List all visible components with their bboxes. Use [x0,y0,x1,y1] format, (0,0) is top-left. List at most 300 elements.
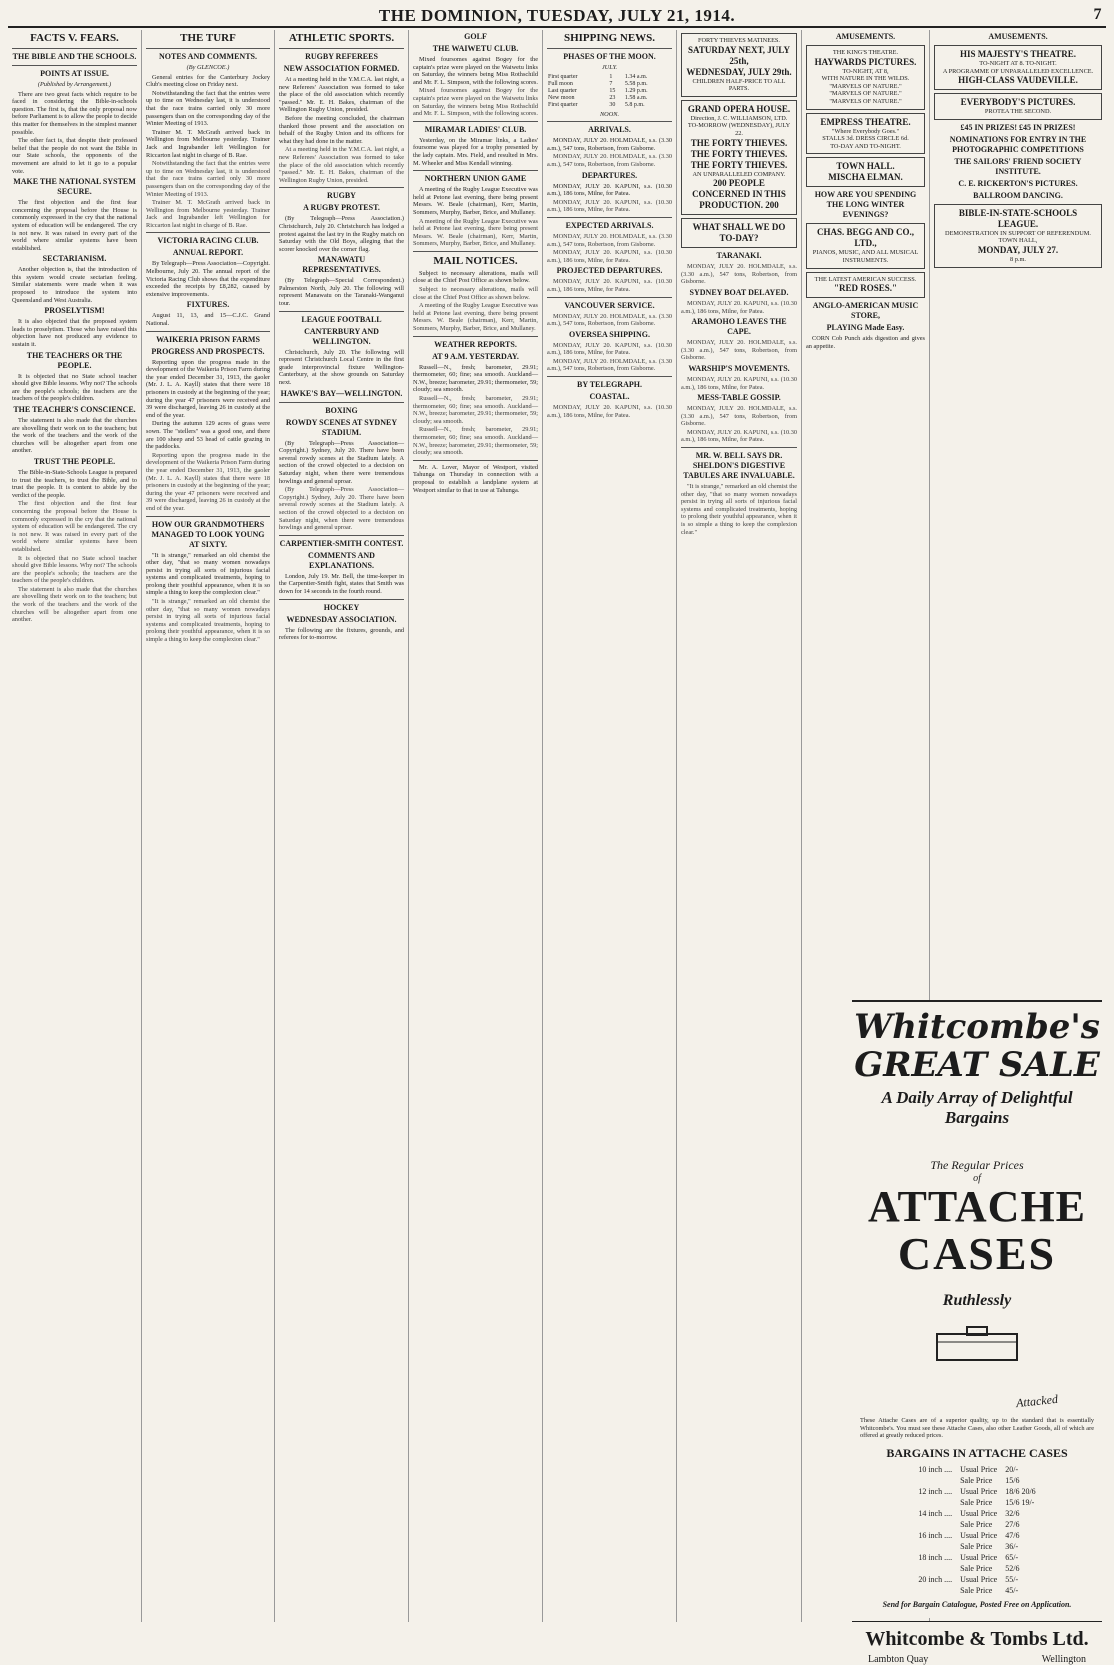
paragraph: MONDAY, JULY 20. HOLMDALE, s.s. (3.30 a.m.), 547 tons, Robertson, from Gisborne. [681,405,797,428]
paragraph: CORN Cob Punch aids digestion and gives an appetite. [806,335,925,350]
ad-footnote: Send for Bargain Catalogue, Posted Free on Application. [882,1599,1072,1609]
table-row [914,1486,1039,1497]
paragraph: Yesterday, on the Miramar links, a Ladies' foursome was played for a trophy presented by the lady captain. Mrs. Field, and resulted in Mrs. M. Wheeler and Miss Kendall winning. [413,136,538,167]
attache-case-icon [932,1324,1022,1364]
table-row [914,1563,1039,1574]
what-shall-we-do-ad [681,218,797,248]
ad-text: TO-MORROW (WEDNESDAY), JULY 22. [687,122,791,137]
section-head: THE TEACHERS OR THE PEOPLE. [26,350,123,370]
table-cell: Usual Price [960,1574,998,1584]
section-head: BOXING [325,405,358,415]
ad-text: "MARVELS OF NATURE." [829,97,902,105]
ad-text: Ruthlessly [942,1292,1012,1309]
ad-title: GRAND OPERA HOUSE. [687,103,791,114]
divider [547,48,672,49]
paragraph: By Telegraph—Press Association—Copyright. Melbourne, July 20. The annual report of the Victoria Racing Club shows that the expenditure exceeded the receipts by £8,282, caused by extensive improvements. [146,260,270,298]
table-cell: 1.34 a.m. [624,73,648,80]
paragraph: The first objection and the first fear concerning the proposal before the House is commonly expressed in the cry that the national system of education will be endangered. The cry is not new. It was raised in every part of the world where similar systems have been established. [12,199,137,252]
ad-description: These Attache Cases are of a superior quality, up to the standard that is essentially Whitcombe's. You must see these Attache Cases, also other Leather Goods, all of which are offered at greatly reduced prices. [860,1417,1094,1440]
table-cell: 1.29 p.m. [624,88,648,94]
paragraph: (By Telegraph—Press Association—Copyright.) Sydney, July 20. There have been several rowdy scenes at the Stadium lately. A section of the crowd objected to a decision on Saturday night, when there were tremendous howlings and general uproar. [279,439,404,485]
table-cell: 1.58 a.m. [624,95,648,102]
table-cell: 15/6 19/- [1005,1497,1035,1507]
month-label: JULY. [601,64,618,71]
section-head: ARRIVALS. [588,125,631,135]
ad-text: The Regular Prices [930,1158,1024,1172]
table-cell [914,1475,956,1486]
section-head: VICTORIA RACING CLUB. [157,236,259,246]
section-head: ARAMOHO LEAVES THE CAPE. [691,317,787,337]
ad-text: TO-NIGHT AT 8. TO-NIGHT. [979,60,1057,67]
table-cell: Sale Price [960,1563,993,1573]
table-cell: 16 inch .... [918,1530,953,1540]
table-cell: 18 inch .... [918,1552,953,1562]
ad-headline: ATTACHE [867,1182,1087,1231]
section-head: £45 IN PRIZES! £45 IN PRIZES! [960,122,1076,132]
ad-heading: FORTY THIEVES MATINEES. [697,37,780,44]
section-head: THE TEACHER'S CONSCIENCE. [13,405,136,414]
paragraph: MONDAY, JULY 20. KAPUNI, s.s. (10.30 a.m.), 186 tons, Milne, for Patea. [547,198,672,214]
paragraph: Mr. A. Lover, Mayor of Westport, visited Tahunga on Thursday in connection with a proposal to establish a landplane system at Westport similar to that in use at Tahunga. [413,463,538,494]
paragraph: Subject to necessary alterations, mails will close at the Chief Post Office as shown below. [413,286,538,301]
section-head: MR. W. BELL SAYS DR. SHELDON'S DIGESTIVE TABULES ARE INVALUABLE. [683,451,795,481]
paragraph: (By Telegraph—Press Association—Copyright.) Sydney, July 20. There have been several rowdy scenes at the Stadium lately. A section of the crowd objected to a decision on Saturday night, when there were tremendous howlings and general uproar. [279,486,404,532]
paragraph: (By Telegraph—Special Correspondent.) Palmerston North, July 20. The following will represent Manawatu on the Taranaki-Wanganui tour. [279,277,404,308]
column-amusements-1 [677,30,802,1622]
table-cell: Usual Price [960,1552,998,1562]
forty-thieves-matinee-ad [681,33,797,97]
ad-show: THE FORTY THIEVES. [690,159,788,170]
paragraph: MONDAY, JULY 20. KAPUNI, s.s. (10.30 a.m.), 186 tons, Milne, for Patea. [681,375,797,391]
section-head: AMUSEMENTS. [988,32,1048,41]
section-head: BALLROOM DANCING. [973,190,1063,200]
section-head: CARPENTIER-SMITH CONTEST. [279,538,404,548]
ad-text: CHILDREN HALF-PRICE TO ALL PARTS. [692,77,786,93]
table-cell: 15/6 [1005,1475,1020,1485]
ad-date: MONDAY, JULY 27. [977,244,1059,255]
paragraph: Reporting upon the progress made in the development of the Waikeria Prison Farm during the year ended December 31, 1913, the gaoler (Mr. J. L. A. Kayll) states that there were 18 prisoners in custody at the beginning of the year; during the year 47 prisoners were received and 39 were discharged, leaving 26 in custody at the end of the year. [146,451,270,512]
headline: FACTS V. FEARS. [30,32,119,44]
paragraph: MONDAY, JULY 20. KAPUNI, s.s. (10.30 a.m.), 186 tons, Milne, for Patea. [547,278,672,293]
table-cell: Sale Price [960,1585,993,1595]
ad-text: WITH NATURE IN THE WILDS. [821,75,910,83]
paragraph: Reporting upon the progress made in the development of the Waikeria Prison Farm during the year ended December 31, 1913, the gaoler (Mr. J. L. A. Kayll) states that there were 18 prisoners in custody at the beginning of the year; during the year 47 prisoners were received and 39 were discharged, leaving 26 in custody at the end of the year. [146,358,270,419]
table-cell: Usual Price [960,1508,998,1518]
paragraph: The first objection and the first fear concerning the proposal before the House is commonly expressed in the cry that the national system of education will be endangered. The cry is not new. It was raised in every part of the world where similar systems have been established. [12,500,137,553]
ad-date: SATURDAY NEXT, JULY 25th, [688,44,790,66]
table-cell: Usual Price [960,1530,998,1540]
paragraph: Notwithstanding the fact that the entries were up to time on Wednesday last, it is understood that the race trains carried only 30 more passengers than on the corresponding day of the Winter Meeting of 1913. [146,89,270,128]
table-cell [914,1563,956,1574]
table-row [914,1497,1039,1508]
ad-text: DEMONSTRATION IN SUPPORT OF REFERENDUM. [945,229,1091,237]
paragraph: Before the meeting concluded, the chairman thanked those present and the association on behalf of the Rugby Union and its officers for what they had done in the matter. [279,114,404,145]
table-cell: 23 [609,95,616,102]
table-cell: Usual Price [960,1486,998,1496]
section-head: TARANAKI. [716,251,762,261]
divider [279,535,404,536]
paragraph: The statement is also made that the churches are shovelling their work on to the teachers; but the work of the teachers and the work of the churches will be altogether apart from one another. [12,417,137,455]
paragraph: MONDAY, JULY 20. HOLMDALE, s.s. (3.30 a.m.), 547 tons, Robertson, from Gisborne. [547,137,672,152]
divider [146,331,270,332]
table-cell: Sale Price [960,1475,993,1485]
section-head: PROGRESS AND PROSPECTS. [151,346,265,356]
divider [547,217,672,218]
section-head: HAWKE'S BAY—WELLINGTON. [280,388,403,398]
paragraph: "It is strange," remarked an old chemist the other day, "that so many women nowadays persist in trying all sorts of injurious facial systems and complicated treatments, hoping to prolong their youthful appearance, when it is so simple a thing to keep the complexion clear." [146,598,270,644]
paragraph: Russell—N., fresh; barometer, 29.91; thermometer, 60; fine; sea smooth. Auckland—N.W., breeze; barometer, 29.91; thermometer, 59; cloudy; sea smooth. [413,395,538,425]
section-head: DEPARTURES. [581,170,638,180]
paragraph: A meeting of the Rugby League Executive was held at Petone last evening, there being present Messrs. W. Beale (chairman), Kerr, Martin, Sommers, Murphy, Barber, Brice, and Mullaney. [413,186,538,216]
divider [413,170,538,171]
section-head: HOCKEY [323,602,360,612]
section-head: C. E. RICKERTON'S PICTURES. [958,178,1078,188]
paragraph: The statement is also made that the churches are shovelling their work on to the teachers; but the work of the teachers and the work of the churches will be altogether apart from one another. [12,585,137,624]
paragraph: Trainer M. T. McGrath arrived back in Wellington from Melbourne yesterday. Trainer Jack and Ingrabander left Wellington for Riccarton last night in charge of B. Rae. [146,128,270,159]
section-head: WEATHER REPORTS. [434,339,517,349]
section-head: TRUST THE PEOPLE. [33,456,116,466]
ad-text: Direction, J. C. WILLIAMSON, LTD. [690,114,788,122]
ad-text: AN UNPARALLELED COMPANY. [692,170,786,178]
section-head: AT 9 A.M. YESTERDAY. [432,351,519,361]
headline: ATHLETIC SPORTS. [288,32,395,44]
ad-text: A PROGRAMME OF UNPARALLELED EXCELLENCE. [942,67,1094,75]
table-cell: 12 inch .... [918,1486,953,1496]
paragraph: MONDAY, JULY 20. HOLMDALE, s.s. (3.30 a.m.), 547 tons, Robertson, from Gisborne. [681,263,797,286]
his-majestys-theatre-ad [934,45,1102,90]
ad-title: CHAS. BEGG AND CO., LTD., [816,227,914,249]
table-cell: 52/6 [1005,1563,1020,1573]
table-cell: Usual Price [960,1464,998,1474]
page-number: 7 [1093,6,1102,23]
table-cell: Last quarter [548,88,577,94]
table-cell: 1 [609,73,613,80]
paragraph: A meeting of the Rugby League Executive was held at Petone last evening, there being present Messrs. W. Beale (chairman), Kerr, Martin, Sommers, Murphy, Barber, Brice, and Mullaney. [413,302,538,333]
table-row [914,1530,1039,1541]
section-head: WAIKERIA PRISON FARMS [156,334,260,344]
paragraph: (By Telegraph—Press Association.) Christchurch, July 20. Christchurch has lodged a protest against the last try in the Rugby match on Saturday with the Old Boys, alleging that the scorer knocked over the corner flag. [279,215,404,253]
section-head: LEAGUE FOOTBALL [301,314,382,324]
table-row [914,1508,1039,1519]
headline: GOLF [464,32,487,41]
paragraph: August 11, 13, and 15—C.J.C. Grand National. [146,312,270,328]
divider [681,447,797,448]
divider [547,376,672,377]
paragraph: MONDAY, JULY 20. HOLMDALE, s.s. (3.30 a.m.), 547 tons, Robertson, from Gisborne. [547,357,672,373]
table-cell: 18/6 20/6 [1005,1486,1036,1496]
divider [279,311,404,312]
paragraph: MONDAY, JULY 20. KAPUNI, s.s. (10.30 a.m.), 186 tons, Milne, for Patea. [681,299,797,315]
section-head: PLAYING Made Easy. [826,323,905,333]
paragraph: There are two great facts which require to be faced in considering the Bible-in-schools question. The first is, that the only proposal now before Parliament is to allow the people to decide this matter for themselves in the simplest manner possible. [12,90,137,136]
paragraph: Trainer M. T. McGrath arrived back in Wellington from Melbourne yesterday. Trainer Jack and Ingrabander left Wellington for Riccarton last night in charge of B. Rae. [146,199,270,229]
table-row [547,88,672,95]
table-row [547,102,672,109]
section-head: PROSELYTISM! [44,306,105,316]
column-turf [142,30,275,1622]
table-row [914,1464,1039,1475]
paragraph: MONDAY, JULY 20. KAPUNI, s.s. (10.30 a.m.), 186 tons, Milne, for Patea. [681,428,797,444]
table-cell: 27/6 [1005,1519,1020,1529]
table-row [914,1475,1039,1486]
section-head: MANAWATU REPRESENTATIVES. [302,255,381,275]
table-row [914,1585,1039,1596]
ad-title: EVERYBODY'S PICTURES. [960,97,1076,108]
subheadline: POINTS AT ISSUE. [40,69,109,78]
paragraph: MONDAY, JULY 20. HOLMDALE, s.s. (3.30 a.m.), 547 tons, Robertson, from Gisborne. [547,232,672,248]
ad-text: "MARVELS OF NATURE." [829,90,902,98]
section-head: BY TELEGRAPH. [577,380,642,390]
whitcombes-sale-ad [852,1000,1102,1665]
table-cell: Full moon [548,80,573,87]
ad-text: Attacked [1015,1391,1059,1411]
divider [146,232,270,233]
section-head: EXPECTED ARRIVALS. [565,220,654,230]
ad-text: HIGH-CLASS VAUDEVILLE. [958,75,1078,86]
ad-title: EMPRESS THEATRE. [820,116,911,127]
ad-text: MISCHA ELMAN. [828,172,903,183]
table-cell: 14 inch .... [918,1508,953,1518]
divider [413,336,538,337]
byline: (Published by Arrangement.) [37,81,112,88]
table-cell: 55/- [1005,1574,1019,1584]
table-cell: 5.58 p.m. [624,80,648,87]
paragraph: At a meeting held in the Y.M.C.A. last night, a new Referees' Association was formed to take the place of the old association which recently "passed." Mr. E. H. Bakes, chairman of the Wellington Rugby Union, presided. [279,76,404,114]
ad-title: HAYWARDS PICTURES. [814,56,917,67]
noon-label: NOON. [599,110,620,118]
section-head: MAIL NOTICES. [433,254,518,267]
paragraph: It is objected that no State school teacher should give Bible lessons. Why not? The schools are the people's schools; the teachers are the teachers of the people's children. [12,554,137,585]
table-cell: 36/- [1005,1541,1019,1551]
table-cell: Sale Price [960,1497,993,1507]
paragraph: Subject to necessary alterations, mails will close at the Chief Post Office as shown below. [413,269,538,285]
section-head: NOMINATIONS FOR ENTRY IN THE PHOTOGRAPHIC COMPETITIONS [949,134,1087,154]
divider [279,402,404,403]
section-head: VANCOUVER SERVICE. [564,300,655,310]
section-head: PHASES OF THE MOON. [563,52,656,61]
section-head: HOW ARE YOU SPENDING THE LONG WINTER EVENINGS? [814,190,917,220]
table-cell: 65/- [1005,1552,1019,1562]
ad-text: "Where Everybody Goes." [831,127,900,135]
paragraph: Russell—N., fresh; barometer, 29.91; thermometer, 60; fine; sea smooth. Auckland—N.W., breeze; barometer, 29.91; thermometer, 59; cloudy; sea smooth. [413,426,538,457]
ad-title: BIBLE-IN-STATE-SCHOOLS LEAGUE. [958,207,1078,229]
section-head: FIXTURES. [186,300,230,310]
table-cell: 47/6 [1005,1530,1020,1540]
headline: SHIPPING NEWS. [563,32,656,44]
moon-phases-table [547,74,672,110]
paragraph: Mixed foursomes against Bogey for the captain's prize were played on the Waiwetu links on Saturday, the winners being Miss Rothschild and Mr. F. L. Simpson, with the following scores. [413,56,538,86]
ad-text: THE LATEST AMERICAN SUCCESS. [814,275,917,283]
ad-text: of [973,1173,981,1184]
ad-brand: Whitcombe's GREAT SALE [854,1007,1100,1085]
table-cell: First quarter [548,102,578,109]
section-head: OVERSEA SHIPPING. [569,329,650,339]
section-head: AMUSEMENTS. [835,32,896,41]
ad-text: THE KING'S THEATRE. [832,49,899,56]
table-cell: Sale Price [960,1519,993,1529]
paragraph: MONDAY, JULY 20. KAPUNI, s.s. (10.30 a.m.), 186 tons, Milne, for Patea. [547,182,672,198]
paragraph: It is also objected that the proposed system leads to proselytism. Those who have raised this objection have not produced any evidence to sustain it. [12,318,137,349]
subheadline: NEW ASSOCIATION FORMED. [283,64,400,73]
ad-title: TOWN HALL. [836,161,895,172]
section-head: ANGLO-AMERICAN MUSIC STORE, [812,301,919,321]
price-table [914,1464,1039,1596]
paragraph: Another objection is, that the introduction of this system would create sectarian feeling. Similar statements were made when it was proposed to introduce the system into Queensland and West Australia. [12,266,137,304]
ad-show: THE FORTY THIEVES. [690,137,788,148]
divider [413,460,538,461]
paragraph: MONDAY, JULY 20. KAPUNI, s.s. (10.30 a.m.), 186 tons, Milne, for Patea. [547,404,672,419]
paragraph: MONDAY, JULY 20. HOLMDALE, s.s. (3.30 a.m.), 547 tons, Robertson, from Gisborne. [547,153,672,168]
table-cell: Sale Price [960,1541,993,1551]
paragraph: A meeting of the Rugby League Executive was held at Petone last evening, there being present Messrs. W. Beale (chairman), Kerr, Martin, Sommers, Murphy, Barber, Brice, and Mullaney. [413,217,538,248]
paragraph: "It is strange," remarked an old chemist the other day, "that so many women nowadays persist in trying all sorts of injurious facial systems and complicated treatments, hoping to prolong their youthful appearance, when it is so simple a thing to keep the complexion clear." [146,551,270,597]
divider [12,48,137,49]
paragraph: During the autumn 129 acres of grass were sown. The "stellers" was a good one, and there are 100 sheep and 53 head of cattle grazing in the paddocks. [146,420,270,451]
section-head: ANNUAL REPORT. [172,248,244,258]
ad-headline: CASES [897,1228,1057,1279]
table-cell: 10 inch .... [918,1464,953,1474]
divider [547,297,672,298]
everybodys-pictures-ad [934,93,1102,120]
ad-text: 8 p.m. [1010,255,1026,263]
paragraph: At a meeting held in the Y.M.C.A. last night, a new Referees' Association was formed to take the place of the old association which recently "passed." Mr. E. H. Bakes, chairman of the Wellington Rugby Union, presided. [279,146,404,184]
table-cell: 15 [609,88,616,94]
bible-league-ad [934,204,1102,268]
address-city: Wellington [1041,1653,1086,1665]
subheadline: THE BIBLE AND THE SCHOOLS. [12,52,137,61]
table-cell: New moon [548,95,575,102]
chas-begg-ad [806,223,925,268]
section-head: MIRAMAR LADIES' CLUB. [424,124,527,134]
table-cell [914,1497,956,1508]
ad-title: HIS MAJESTY'S THEATRE. [960,49,1076,59]
section-head: COASTAL. [589,392,630,402]
subheadline: NOTES AND COMMENTS. [158,52,257,61]
ad-subheading: BARGAINS IN ATTACHE CASES [886,1445,1068,1460]
section-head: MESS-TABLE GOSSIP. [697,393,781,403]
ad-text: TO-NIGHT, AT 8, [842,67,889,75]
divider [146,516,270,517]
ad-tagline: A Daily Array of Delightful Bargains [881,1088,1073,1127]
paragraph: The other fact is, that despite their professed belief that the people do not want the Bible in our State schools, the opponents of the movement are afraid to let it go to a popular vote. [12,137,137,175]
table-cell: 20 inch .... [918,1574,953,1584]
paragraph: MONDAY, JULY 20. HOLMDALE, s.s. (3.30 a.m.), 547 tons, Robertson, from Gisborne. [681,339,797,362]
divider [413,121,538,122]
section-head: HOW OUR GRANDMOTHERS MANAGED TO LOOK YOUNG AT SIXTY. [151,519,265,549]
ad-date: WEDNESDAY, JULY 29th. [686,66,792,77]
section-head: SECTARIANISM. [42,254,107,264]
table-cell: 30 [609,102,616,109]
divider [12,65,137,66]
paragraph: Russell—N., fresh; barometer, 29.91; thermometer, 60; fine; sea smooth. Auckland—N.W., breeze; barometer, 29.91; thermometer, 59; cloudy; sea smooth. [413,363,538,394]
column-shipping [543,30,677,1622]
column-athletic-sports [275,30,409,1622]
section-head: NORTHERN UNION GAME [424,174,527,184]
divider [413,251,538,252]
firm-name: Whitcombe & Tombs Ltd. [852,1621,1102,1651]
column-facts-v-fears [8,30,142,1622]
divider [146,48,270,49]
table-row [547,95,672,102]
table-cell: 32/6 [1005,1508,1020,1518]
divider [279,599,404,600]
town-hall-ad [806,157,925,187]
paragraph: General entries for the Canterbury Jockey Club's meeting close on Friday next. [146,73,270,89]
haywards-pictures-ad [806,45,925,110]
address-street: Lambton Quay [868,1653,929,1665]
table-row [547,74,672,81]
section-head: RUGBY [327,191,356,201]
red-roses-ad [806,272,925,299]
section-head: COMMENTS AND EXPLANATIONS. [308,550,375,570]
ad-text: PROTEA THE SECOND. [984,108,1052,116]
section-head: SYDNEY BOAT DELAYED. [689,287,789,297]
divider [279,187,404,188]
ad-title: "RED ROSES." [833,283,897,294]
paragraph: MONDAY, JULY 20. KAPUNI, s.s. (10.30 a.m.), 186 tons, Milne, for Patea. [547,341,672,357]
section-head: MAKE THE NATIONAL SYSTEM SECURE. [13,177,136,197]
ad-title: WHAT SHALL WE DO TO-DAY? [692,222,786,244]
table-cell: 45/- [1005,1585,1019,1595]
divider [547,121,672,122]
ad-text: 200 PEOPLE CONCERNED IN THIS PRODUCTION. 200 [692,178,786,211]
masthead [8,6,1106,28]
ad-text: PIANOS, MUSIC, AND ALL MUSICAL INSTRUMENTS. [812,249,919,264]
paragraph: Mixed foursomes against Bogey for the captain's prize were played on the Waiwetu links on Saturday, the winners being Miss Rothschild and Mr. F. L. Simpson, with the following scores. [413,87,538,118]
paragraph: The Bible-in-State-Schools League is prepared to trust the teachers, to trust the Bible, and to trust the people. It is content to abide by the verdict of the people. [12,468,137,499]
section-head: CANTERBURY AND WELLINGTON. [304,326,379,346]
table-row [914,1574,1039,1585]
table-cell [914,1541,956,1552]
table-row [547,81,672,88]
paragraph: The following are the fixtures, grounds, and referees for to-morrow. [279,626,404,642]
section-head: WEDNESDAY ASSOCIATION. [286,614,397,624]
paragraph: Notwithstanding the fact that the entries were up to time on Wednesday last, it is understood that the race trains carried only 30 more passengers than on the corresponding day of the Winter Meeting of 1913. [146,160,270,198]
ad-text: "MARVELS OF NATURE." [829,82,902,90]
byline: (By GLENCOE.) [186,64,230,71]
table-cell: 7 [609,80,613,87]
ad-text: TOWN HALL, [998,237,1038,245]
table-cell [914,1585,956,1596]
paragraph: London, July 19. Mr. Bell, the time-keeper in the Carpentier-Smith fight, states that Smith was down for 14 seconds in the fourth round. [279,572,404,595]
newspaper-title: THE DOMINION, TUESDAY, JULY 21, 1914. [378,6,736,25]
ad-show: THE FORTY THIEVES. [690,148,788,159]
subheadline: THE WAIWETU CLUB. [432,44,519,53]
column-golf [409,30,543,1622]
table-cell [914,1519,956,1530]
table-row [914,1519,1039,1530]
firm-address [852,1654,1102,1665]
table-row [914,1541,1039,1552]
section-head: PROJECTED DEPARTURES. [556,266,663,276]
table-cell: First quarter [548,73,578,80]
ad-text: TO-DAY AND TO-NIGHT. [830,142,901,150]
grand-opera-house-ad [681,100,797,215]
section-head: A RUGBY PROTEST. [303,203,380,213]
table-cell: 20/- [1005,1464,1019,1474]
paragraph: "It is strange," remarked an old chemist the other day, "that so many women nowadays persist in trying all sorts of injurious facial systems and complicated treatments, hoping to prolong their youthful appearance, when it is so simple a thing to keep the complexion clear." [681,483,797,536]
paragraph: It is objected that no State school teacher should give Bible lessons. Why not? The schools are the people's schools; the teachers are the teachers of the people's children. [12,372,137,403]
table-row [914,1552,1039,1563]
table-cell: 5.8 p.m. [624,102,645,109]
divider [279,48,404,49]
section-head: THE SAILORS' FRIEND SOCIETY INSTITUTE. [954,156,1082,176]
section-head: WARSHIP'S MOVEMENTS. [688,363,790,373]
headline: THE TURF [180,32,236,44]
section-head: ROWDY SCENES AT SYDNEY STADIUM. [285,417,398,437]
paragraph: Christchurch, July 20. The following will represent Christchurch Local Centre in the first grade interprovincial fixture Wellington-Canterbury, at the show grounds on Saturday next. [279,348,404,387]
ad-text: STALLS 3d. DRESS CIRCLE 6d. [822,135,909,143]
